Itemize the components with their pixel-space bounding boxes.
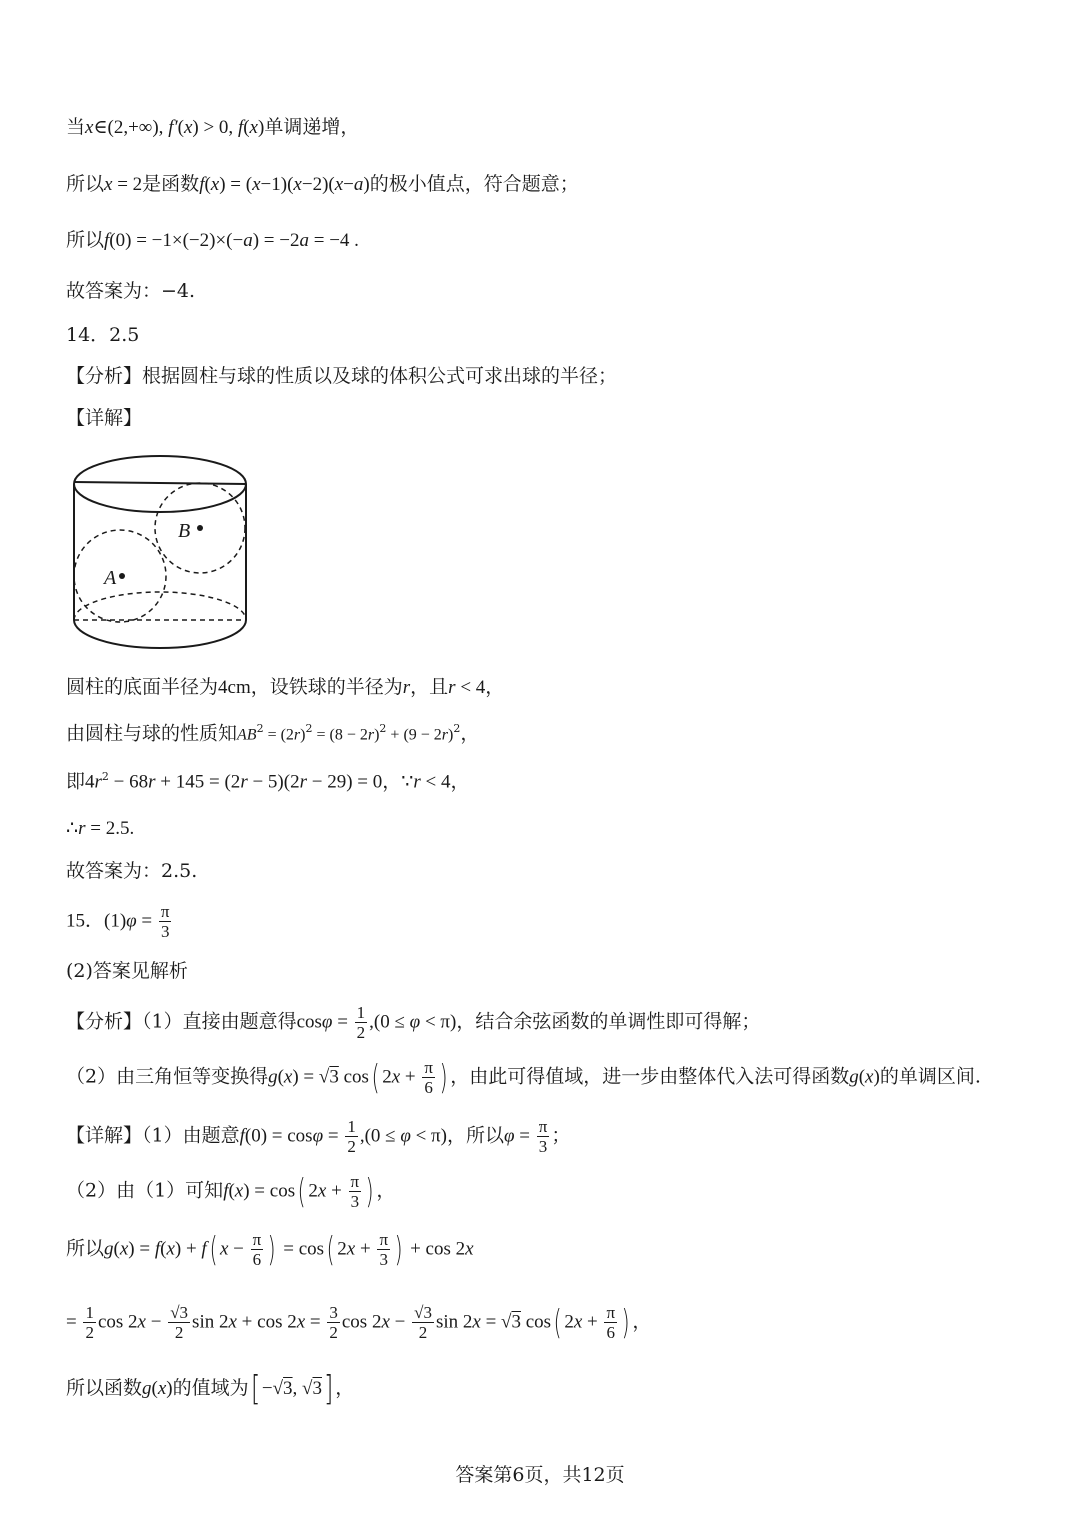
analysis-line: 【分析】（1）直接由题意得cosφ = $\frac{1}{2}$ ,(0 ≤ φ < π)，结合余弦函数的单调性即可得解； [66, 1003, 761, 1042]
analysis-line: 【分析】根据圆柱与球的性质以及球的体积公式可求出球的半径； [66, 365, 618, 387]
detail-line: 【详解】（1）由题意f(0) = cosφ = $\frac{1}{2}$ ,(0 ≤ φ < π)，所以φ = $\frac{\pi}{3}$ ； [66, 1117, 571, 1156]
text-line: 当x∈(2,+∞), f′(x) > 0, f(x)单调递增， [66, 116, 360, 138]
cylinder-spheres-figure [66, 452, 256, 657]
analysis-line: （2）由三角恒等变换得g(x) = √3 cos( 2x + $\frac{\pi}{6}$ ) ，由此可得值域，进一步由整体代入法可得函数g(x)的单调区间. [66, 1057, 981, 1098]
detail-line: （2）由（1）可知f(x) = cos( 2x + $\frac{\pi}{3}$ ) ， [66, 1171, 396, 1212]
detail-line: 所以g(x) = f(x) + f( x − $\frac{\pi}{6}$ ) = cos( 2x + $\frac{\pi}{3}$ ) + cos 2x [66, 1229, 474, 1270]
text-line: 由圆柱与球的性质知$AB^2 = (2r)^2 = (8 - 2r)^2 + (9 - 2r)^2$， [66, 722, 480, 745]
text-line: 所以f(0) = −1×(−2)×(−a) = −2a = −4 . [66, 229, 359, 251]
detail-line: = $\frac{1}{2}$ cos 2x − $\frac{√3}{2}$ sin 2x + cos 2x = $\frac{3}{2}$ cos 2x − $\frac{√3}{2}$ sin 2x = √3 cos( 2x + $\frac{\pi}{6}$ ) ， [66, 1302, 652, 1343]
question-number: 15．(1)φ = $\frac{\pi}{3}$ [66, 902, 170, 941]
text-line: 故答案为：−4. [66, 280, 196, 302]
text-line: 所以x = 2是函数f(x) = (x−1)(x−2)(x−a)的极小值点，符合题意； [66, 173, 579, 195]
detail-heading: 【详解】 [66, 407, 143, 429]
text-line: 圆柱的底面半径为4cm，设铁球的半径为r，且r < 4， [66, 676, 505, 698]
label-b: B [178, 520, 191, 542]
text-line: (2)答案见解析 [66, 960, 188, 982]
page-footer: 答案第6页，共12页 [455, 1464, 625, 1486]
question-number: 14．2.5 [66, 324, 140, 346]
text-line: 故答案为：2.5. [66, 860, 198, 882]
text-line: 即$4r^2 - 68r + 145 = (2r - 5)(2r - 29) = 0$，∵r < 4， [66, 770, 470, 793]
label-a: A [104, 567, 117, 589]
text-line: ∴r = 2.5. [66, 818, 135, 839]
detail-line: 所以函数g(x)的值域为[ −√3, √3] ， [66, 1369, 355, 1409]
